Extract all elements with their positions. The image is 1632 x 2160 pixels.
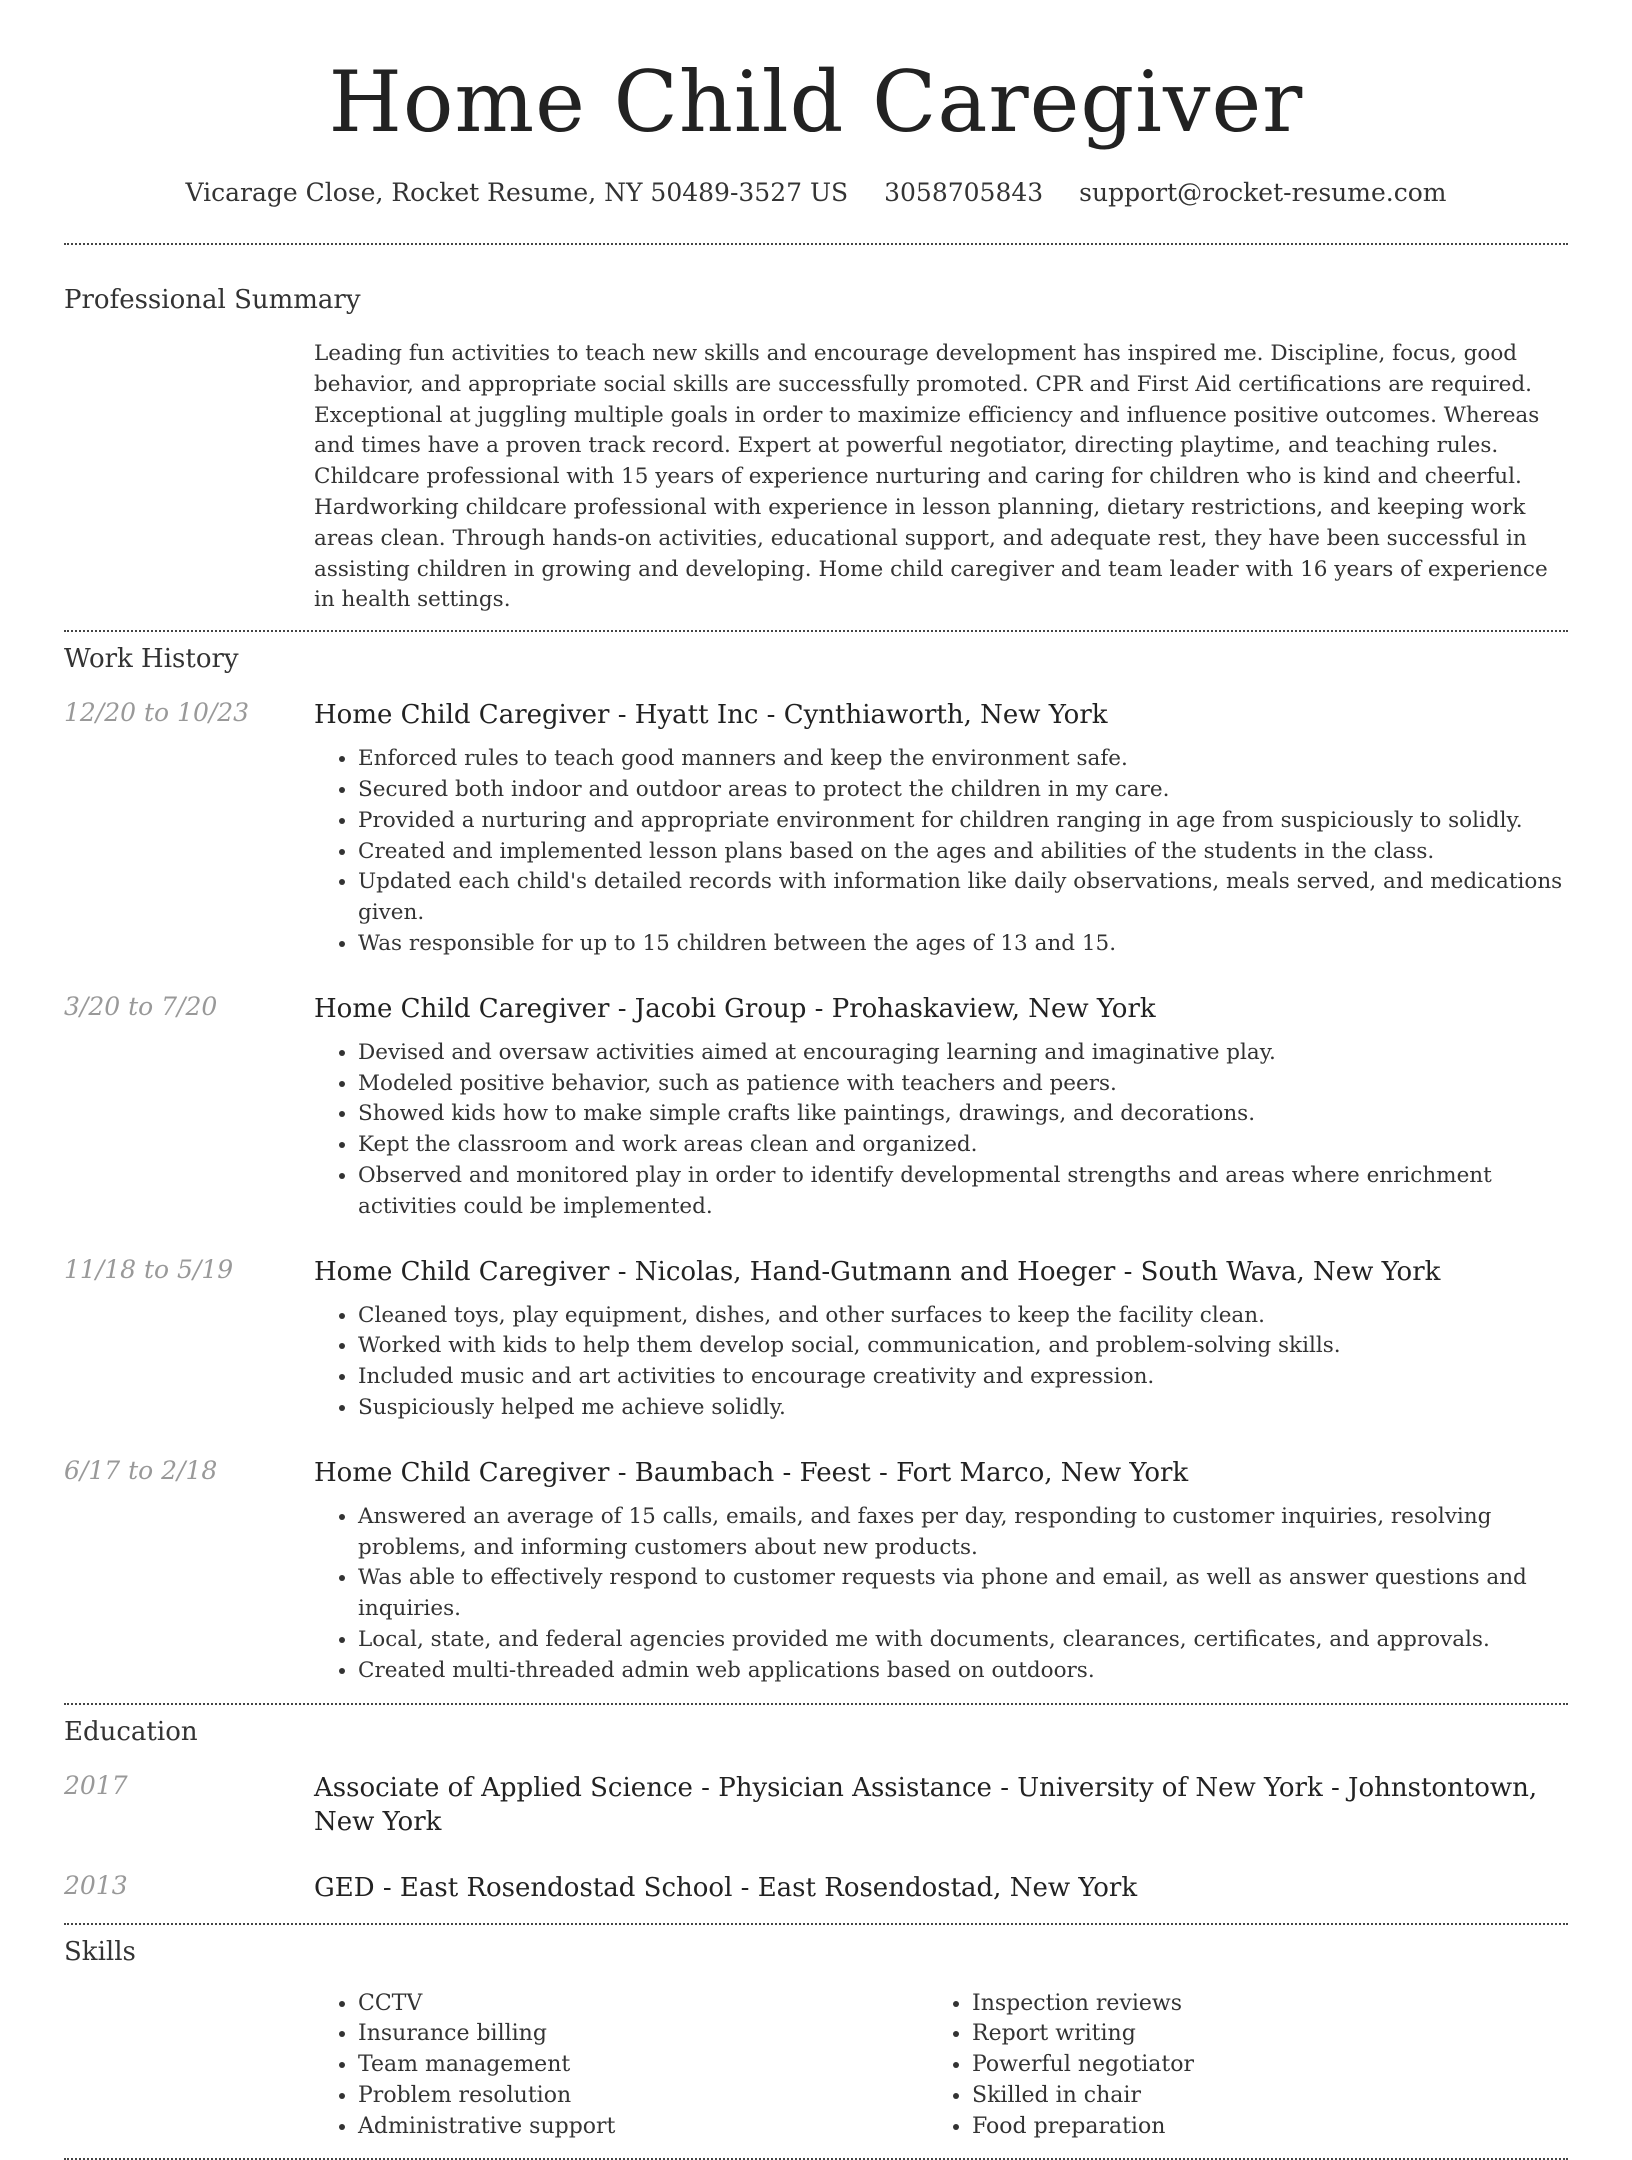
job-bullet: • Modeled positive behavior, such as patience with teachers and peers. bbox=[358, 1069, 1568, 1100]
resume-name: Home Child Caregiver bbox=[328, 53, 1304, 151]
job-bullet: • Local, state, and federal agencies provided me with documents, clearances, certificates, and approvals. bbox=[358, 1625, 1568, 1656]
job-dates: 12/20 to 10/23 bbox=[64, 698, 250, 728]
education-year: 2017 bbox=[64, 1770, 128, 1800]
skills-heading: Skills bbox=[64, 1936, 136, 1967]
education-text: GED - East Rosendostad School - East Rosendostad, New York bbox=[314, 1872, 1138, 1903]
contact-email: support@rocket-resume.com bbox=[1079, 178, 1447, 207]
job-bullet: • Suspiciously helped me achieve solidly. bbox=[358, 1393, 1568, 1424]
job-title: Home Child Caregiver - Jacobi Group - Prohaskaview, New York bbox=[314, 993, 1156, 1024]
job-entry bbox=[64, 992, 1568, 1223]
education-entry bbox=[64, 1771, 1568, 1839]
skills-list bbox=[314, 1989, 1568, 2143]
job-bullet: • Created and implemented lesson plans based on the ages and abilities of the students in the class. bbox=[358, 837, 1568, 868]
job-entry bbox=[64, 1456, 1568, 1687]
job-bullet: • Created multi-threaded admin web applications based on outdoors. bbox=[358, 1656, 1568, 1687]
skill-item: • Food preparation bbox=[972, 2112, 1542, 2143]
job-bullets bbox=[314, 744, 1568, 960]
job-dates: 11/18 to 5/19 bbox=[64, 1254, 234, 1284]
section-divider bbox=[64, 1923, 1568, 1925]
contact-phone: 3058705843 bbox=[884, 178, 1044, 207]
education-heading: Education bbox=[64, 1716, 198, 1747]
job-body bbox=[314, 1456, 1568, 1687]
job-body bbox=[314, 698, 1568, 960]
job-bullets bbox=[314, 1301, 1568, 1424]
education-entry bbox=[64, 1871, 1568, 1905]
job-title: Home Child Caregiver - Nicolas, Hand-Gutmann and Hoeger - South Wava, New York bbox=[314, 1256, 1441, 1287]
job-bullet: • Showed kids how to make simple crafts like paintings, drawings, and decorations. bbox=[358, 1099, 1568, 1130]
job-bullet: • Enforced rules to teach good manners and keep the environment safe. bbox=[358, 744, 1568, 775]
job-bullet: • Kept the classroom and work areas clean and organized. bbox=[358, 1130, 1568, 1161]
job-bullet: • Cleaned toys, play equipment, dishes, and other surfaces to keep the facility clean. bbox=[358, 1301, 1568, 1332]
job-bullet: • Observed and monitored play in order to identify developmental strengths and areas where enrichment activities could be implemented. bbox=[358, 1161, 1568, 1223]
contact-address: Vicarage Close, Rocket Resume, NY 50489-3527 US bbox=[185, 178, 849, 207]
job-entry bbox=[64, 1255, 1568, 1424]
skill-item: • Insurance billing bbox=[358, 2019, 928, 2050]
job-bullet: • Updated each child's detailed records with information like daily observations, meals served, and medications given. bbox=[358, 867, 1568, 929]
job-bullet: • Worked with kids to help them develop social, communication, and problem-solving skills. bbox=[358, 1331, 1568, 1362]
skill-item: • Powerful negotiator bbox=[972, 2050, 1542, 2081]
skill-item: • Team management bbox=[358, 2050, 928, 2081]
section-divider bbox=[64, 243, 1568, 245]
job-body bbox=[314, 992, 1568, 1223]
job-title: Home Child Caregiver - Baumbach - Feest - Fort Marco, New York bbox=[314, 1457, 1189, 1488]
job-bullets bbox=[314, 1038, 1568, 1223]
work-history-heading: Work History bbox=[64, 644, 239, 675]
job-title: Home Child Caregiver - Hyatt Inc - Cynthiaworth, New York bbox=[314, 700, 1108, 731]
job-dates: 6/17 to 2/18 bbox=[64, 1455, 218, 1485]
skills-column-left bbox=[314, 1989, 928, 2143]
contact-line bbox=[0, 178, 1632, 207]
skill-item: • Report writing bbox=[972, 2019, 1542, 2050]
job-bullet: • Included music and art activities to encourage creativity and expression. bbox=[358, 1362, 1568, 1393]
summary-heading: Professional Summary bbox=[64, 285, 361, 315]
job-dates: 3/20 to 7/20 bbox=[64, 991, 218, 1021]
education-year: 2013 bbox=[64, 1870, 128, 1900]
job-bullets bbox=[314, 1502, 1568, 1687]
skill-item: • CCTV bbox=[358, 1989, 928, 2020]
job-bullet: • Was able to effectively respond to customer requests via phone and email, as well as answer questions and inquiries. bbox=[358, 1563, 1568, 1625]
section-divider bbox=[64, 630, 1568, 632]
skill-item: • Skilled in chair bbox=[972, 2081, 1542, 2112]
job-bullet: • Was responsible for up to 15 children between the ages of 13 and 15. bbox=[358, 929, 1568, 960]
section-divider bbox=[64, 1703, 1568, 1705]
summary-text: Leading fun activities to teach new skills and encourage development has inspired me. Discipline, focus, good behavior, and appropriate social skills are successfully promoted. CPR and First Aid certifications are required. Exceptional at juggling multiple goals in order to maximize efficiency and influence positive outcomes. Whereas and times have a proven track record. Expert at powerful negotiator, directing playtime, and teaching rules. Childcare professional with 15 years of experience nurturing and caring for children who is kind and cheerful. Hardworking childcare professional with experience in lesson planning, dietary restrictions, and keeping work areas clean. Through hands-on activities, educational support, and adequate rest, they have been successful in assisting children in growing and developing. Home child caregiver and team leader with 16 years of experience in health settings. bbox=[314, 341, 1548, 613]
skill-item: • Administrative support bbox=[358, 2112, 928, 2143]
skill-item: • Inspection reviews bbox=[972, 1989, 1542, 2020]
job-body bbox=[314, 1255, 1568, 1424]
skill-item: • Problem resolution bbox=[358, 2081, 928, 2112]
job-entry bbox=[64, 698, 1568, 960]
education-text: Associate of Applied Science - Physician Assistance - University of New York - Johnstontown, New York bbox=[314, 1772, 1538, 1837]
skills-column-right bbox=[928, 1989, 1542, 2143]
job-bullet: • Answered an average of 15 calls, emails, and faxes per day, responding to customer inquiries, resolving problems, and informing customers about new products. bbox=[358, 1502, 1568, 1564]
job-bullet: • Devised and oversaw activities aimed at encouraging learning and imaginative play. bbox=[358, 1038, 1568, 1069]
job-bullet: • Provided a nurturing and appropriate environment for children ranging in age from suspiciously to solidly. bbox=[358, 806, 1568, 837]
job-bullet: • Secured both indoor and outdoor areas to protect the children in my care. bbox=[358, 775, 1568, 806]
